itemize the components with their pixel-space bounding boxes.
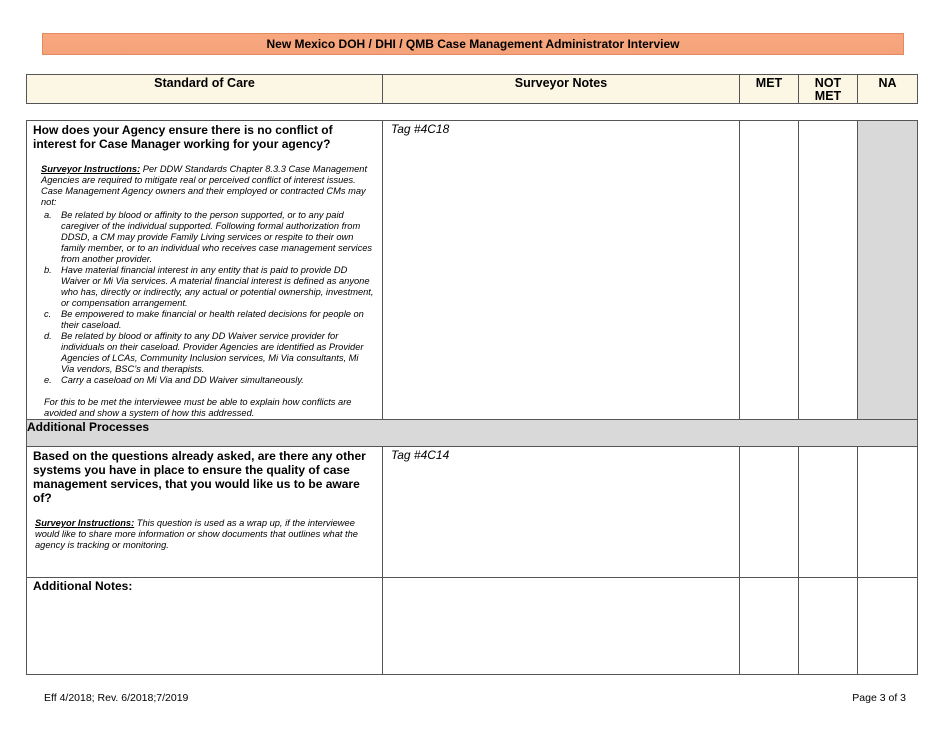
header-surveyor-notes: Surveyor Notes bbox=[383, 75, 740, 104]
na-cell[interactable] bbox=[858, 578, 918, 675]
instructions-label: Surveyor Instructions: bbox=[35, 518, 135, 528]
table-row bbox=[27, 578, 918, 675]
column-header-table bbox=[26, 74, 918, 104]
header-not-met: NOT MET bbox=[799, 75, 858, 104]
not-met-cell[interactable] bbox=[799, 121, 858, 420]
list-item-text: Be related by blood or affinity to any DD Waiver service provider for individuals on their caseload. Provider Agencies are identified as Provider Agencies of LCAs, Community Inclusion services, Mi Via consultants, Mi Via vendors, BSC’s and therapists. bbox=[61, 331, 364, 374]
question-text: How does your Agency ensure there is no conflict of interest for Case Manager working for your agency? bbox=[33, 123, 333, 151]
table-row bbox=[27, 121, 918, 420]
conflict-list bbox=[27, 210, 382, 386]
list-marker: c. bbox=[44, 309, 52, 319]
header-standard-of-care: Standard of Care bbox=[27, 75, 383, 104]
header-na: NA bbox=[858, 75, 918, 104]
table-row bbox=[27, 447, 918, 578]
standard-cell bbox=[27, 447, 383, 578]
notes-input-cell[interactable] bbox=[383, 578, 740, 675]
list-item bbox=[44, 309, 374, 331]
surveyor-instructions bbox=[27, 518, 382, 551]
page-number: Page 3 of 3 bbox=[852, 692, 906, 704]
not-met-cell[interactable] bbox=[799, 447, 858, 578]
list-item-text: Be related by blood or affinity to the person supported, or to any paid caregiver of the individual supported. Following formal authorization from DDSD, a CM may provide Family Living services or respite to their own family member, or to an individual who receives case management services from another provider. bbox=[61, 210, 373, 264]
closing-note: For this to be met the interviewee must be able to explain how conflicts are avoided and show a system of how this addressed. bbox=[44, 397, 352, 418]
notes-label-cell bbox=[27, 578, 383, 675]
na-cell[interactable] bbox=[858, 447, 918, 578]
list-item bbox=[44, 375, 374, 386]
not-met-cell[interactable] bbox=[799, 578, 858, 675]
section-header: Additional Processes bbox=[27, 420, 918, 447]
met-cell[interactable] bbox=[740, 578, 799, 675]
list-marker: a. bbox=[44, 210, 52, 220]
list-marker: e. bbox=[44, 375, 52, 385]
standard-cell bbox=[27, 121, 383, 420]
met-cell[interactable] bbox=[740, 121, 799, 420]
list-item bbox=[44, 210, 374, 265]
revision-date: Eff 4/2018; Rev. 6/2018;7/2019 bbox=[44, 692, 189, 704]
met-cell[interactable] bbox=[740, 447, 799, 578]
list-item-text: Have material financial interest in any entity that is paid to provide DD Waiver or Mi Via services. A material financial interest is defined as anyone who has, directly or indirectly, any actual or potential ownership, investment, or compensation arrangement. bbox=[61, 265, 374, 308]
header-met: MET bbox=[740, 75, 799, 104]
instructions-text: Per DDW Standards Chapter 8.3.3 Case Management Agencies are required to mitigate real or perceived conflict of interest issues. Case Management Agency owners and their employed or contracted CMs may not: bbox=[41, 164, 368, 207]
list-item-text: Carry a caseload on Mi Via and DD Waiver simultaneously. bbox=[61, 375, 304, 385]
na-cell bbox=[858, 121, 918, 420]
surveyor-notes-cell[interactable] bbox=[383, 121, 740, 420]
tag-label: Tag #4C14 bbox=[391, 448, 450, 462]
section-row bbox=[27, 420, 918, 447]
question-text: Based on the questions already asked, are there any other systems you have in place to ensure the quality of case management services, that you would like us to be aware of? bbox=[33, 449, 366, 505]
list-marker: d. bbox=[44, 331, 52, 341]
instructions-label: Surveyor Instructions: bbox=[41, 164, 141, 174]
surveyor-instructions bbox=[27, 164, 382, 208]
interview-table bbox=[26, 120, 918, 675]
instructions-text: This question is used as a wrap up, if the interviewee would like to share more information or show documents that outlines what the agency is tracking or monitoring. bbox=[35, 518, 358, 550]
surveyor-notes-cell[interactable] bbox=[383, 447, 740, 578]
additional-notes-label: Additional Notes: bbox=[33, 579, 133, 593]
tag-label: Tag #4C18 bbox=[391, 122, 450, 136]
list-item bbox=[44, 265, 374, 309]
page-title: New Mexico DOH / DHI / QMB Case Management Administrator Interview bbox=[42, 33, 904, 55]
list-marker: b. bbox=[44, 265, 52, 275]
list-item-text: Be empowered to make financial or health related decisions for people on their caseload. bbox=[61, 309, 364, 330]
list-item bbox=[44, 331, 374, 375]
